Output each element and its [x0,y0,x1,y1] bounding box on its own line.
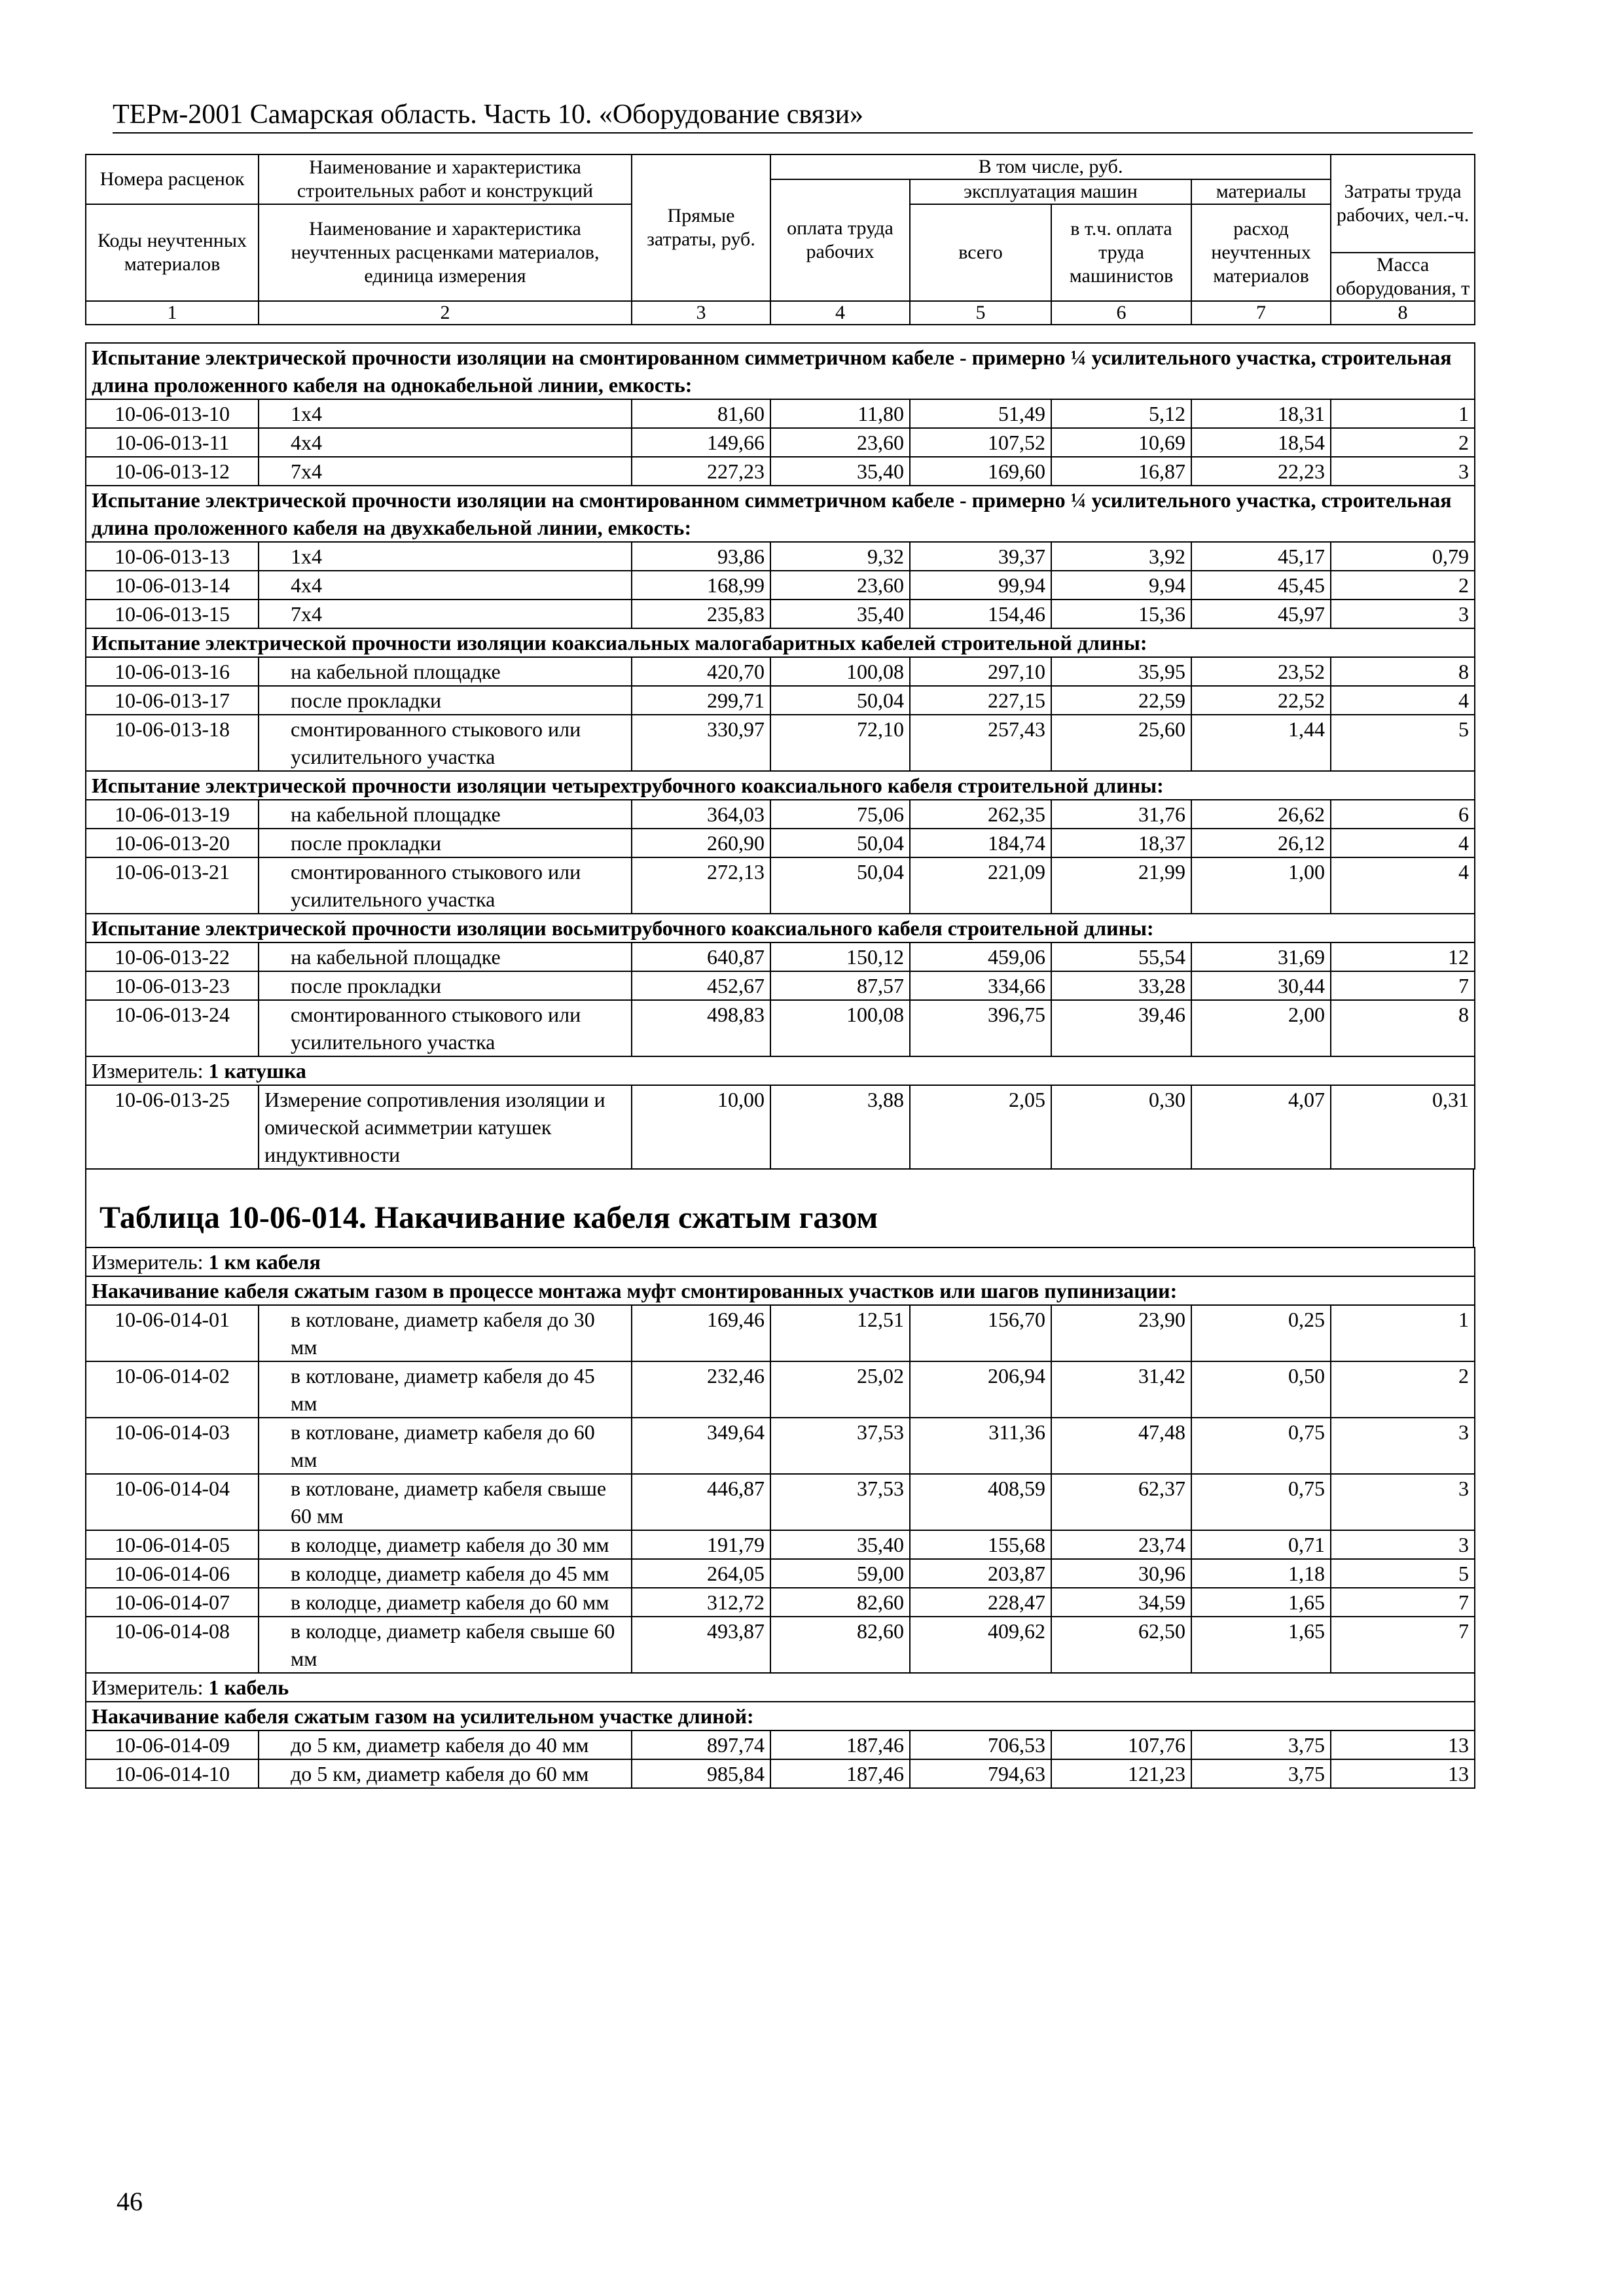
materials: 3,75 [1191,1759,1331,1788]
rate-code: 10-06-013-20 [86,829,259,857]
col-num: 7 [1191,301,1331,325]
machines-total: 169,60 [910,457,1051,486]
unit-measure [86,1673,1475,1702]
machinists-pay: 23,90 [1051,1305,1191,1361]
unit-label: Измеритель: [92,1250,204,1274]
col-num: 1 [86,301,259,325]
rate-code: 10-06-014-10 [86,1759,259,1788]
direct-costs: 446,87 [632,1474,770,1530]
direct-costs: 191,79 [632,1530,770,1559]
labor-pay: 87,57 [770,971,910,1000]
machines-total: 706,53 [910,1731,1051,1759]
labor-pay: 35,40 [770,457,910,486]
rate-code: 10-06-014-05 [86,1530,259,1559]
rate-name: 7х4 [259,600,632,628]
rate-name: до 5 км, диаметр кабеля до 40 мм [259,1731,632,1759]
labor-pay: 50,04 [770,829,910,857]
table-row [86,457,1475,486]
rate-code: 10-06-013-21 [86,857,259,914]
unit-label: Измеритель: [92,1676,204,1699]
rate-name: после прокладки [259,829,632,857]
section-heading: Испытание электрической прочности изоляции восьмитрубочного коаксиального кабеля строительной длины: [86,914,1475,942]
materials: 0,71 [1191,1530,1331,1559]
direct-costs: 169,46 [632,1305,770,1361]
rate-name: в котловане, диаметр кабеля до 45 мм [259,1361,632,1418]
direct-costs: 93,86 [632,542,770,571]
col-labor-pay-header: оплата труда рабочих [770,179,910,301]
unit-value: 1 кабель [208,1676,289,1699]
machinists-pay: 0,30 [1051,1085,1191,1169]
labor-pay: 50,04 [770,857,910,914]
table-row [86,971,1475,1000]
machines-total: 311,36 [910,1418,1051,1474]
labor-cost: 13 [1331,1759,1475,1788]
col-machines-header: эксплуатация машин [910,179,1191,204]
col-num: 2 [259,301,632,325]
rate-name: в колодце, диаметр кабеля до 60 мм [259,1588,632,1617]
rate-name: после прокладки [259,971,632,1000]
col-materials-header: материалы [1191,179,1331,204]
col-num: 3 [632,301,770,325]
rate-name: Измерение сопротивления изоляции и омической асимметрии катушек индуктивности [259,1085,632,1169]
rate-code: 10-06-013-11 [86,428,259,457]
labor-pay: 35,40 [770,1530,910,1559]
table-row [86,1588,1475,1617]
machinists-pay: 3,92 [1051,542,1191,571]
col-num: 8 [1331,301,1475,325]
direct-costs: 312,72 [632,1588,770,1617]
col-number-header: Номера расценок [86,154,259,204]
direct-costs: 493,87 [632,1617,770,1673]
labor-cost: 4 [1331,686,1475,715]
direct-costs: 272,13 [632,857,770,914]
labor-pay: 37,53 [770,1474,910,1530]
machinists-pay: 16,87 [1051,457,1191,486]
materials: 31,69 [1191,942,1331,971]
table-row [86,1305,1475,1361]
labor-cost: 8 [1331,1000,1475,1056]
labor-cost: 3 [1331,457,1475,486]
labor-cost: 2 [1331,571,1475,600]
labor-cost: 0,79 [1331,542,1475,571]
labor-pay: 23,60 [770,571,910,600]
machines-total: 156,70 [910,1305,1051,1361]
section-heading: Накачивание кабеля сжатым газом на усилительном участке длиной: [86,1702,1475,1731]
section-heading: Накачивание кабеля сжатым газом в процессе монтажа муфт смонтированных участков или шагов пупинизации: [86,1276,1475,1305]
materials: 30,44 [1191,971,1331,1000]
machines-total: 227,15 [910,686,1051,715]
col-machines-total-header: всего [910,204,1051,301]
materials: 0,25 [1191,1305,1331,1361]
direct-costs: 168,99 [632,571,770,600]
machinists-pay: 107,76 [1051,1731,1191,1759]
machinists-pay: 34,59 [1051,1588,1191,1617]
rate-code: 10-06-013-22 [86,942,259,971]
labor-cost: 2 [1331,428,1475,457]
labor-pay: 25,02 [770,1361,910,1418]
machinists-pay: 31,42 [1051,1361,1191,1418]
machines-total: 257,43 [910,715,1051,771]
labor-pay: 11,80 [770,399,910,428]
machinists-pay: 35,95 [1051,657,1191,686]
machinists-pay: 10,69 [1051,428,1191,457]
labor-pay: 187,46 [770,1759,910,1788]
materials: 3,75 [1191,1731,1331,1759]
col-labor-cost-header: Затраты труда рабочих, чел.-ч. [1331,154,1475,253]
machines-total: 334,66 [910,971,1051,1000]
machines-total: 459,06 [910,942,1051,971]
table-row [86,542,1475,571]
section-heading: Испытание электрической прочности изоляции четырехтрубочного коаксиального кабеля строительной длины: [86,771,1475,800]
col-name-header: Наименование и характеристика строительных работ и конструкций [259,154,632,204]
rate-code: 10-06-013-12 [86,457,259,486]
labor-pay: 100,08 [770,1000,910,1056]
rate-code: 10-06-013-25 [86,1085,259,1169]
rate-name: в колодце, диаметр кабеля до 45 мм [259,1559,632,1588]
machines-total: 184,74 [910,829,1051,857]
table-row [86,1731,1475,1759]
machines-total: 99,94 [910,571,1051,600]
table-row [86,1000,1475,1056]
labor-cost: 4 [1331,857,1475,914]
direct-costs: 330,97 [632,715,770,771]
labor-pay: 9,32 [770,542,910,571]
rates-table-013 [85,342,1475,1170]
machines-total: 155,68 [910,1530,1051,1559]
rate-code: 10-06-013-10 [86,399,259,428]
rate-name: 1х4 [259,399,632,428]
labor-cost: 12 [1331,942,1475,971]
labor-pay: 187,46 [770,1731,910,1759]
direct-costs: 349,64 [632,1418,770,1474]
machinists-pay: 5,12 [1051,399,1191,428]
machines-total: 408,59 [910,1474,1051,1530]
machines-total: 154,46 [910,600,1051,628]
rate-code: 10-06-013-19 [86,800,259,829]
materials: 26,12 [1191,829,1331,857]
labor-cost: 1 [1331,1305,1475,1361]
direct-costs: 897,74 [632,1731,770,1759]
direct-costs: 235,83 [632,600,770,628]
machinists-pay: 39,46 [1051,1000,1191,1056]
rate-code: 10-06-014-09 [86,1731,259,1759]
machines-total: 221,09 [910,857,1051,914]
machines-total: 396,75 [910,1000,1051,1056]
rate-name: в колодце, диаметр кабеля свыше 60 мм [259,1617,632,1673]
section-heading: Испытание электрической прочности изоляции на смонтированном симметричном кабеле - примерно ¼ усилительного участка, строительная длина проложенного кабеля на двухкабельной линии, емкость: [86,486,1475,542]
table-row [86,1418,1475,1474]
rate-name: 4х4 [259,428,632,457]
machines-total: 297,10 [910,657,1051,686]
table-row [86,657,1475,686]
materials: 0,75 [1191,1474,1331,1530]
rate-name: на кабельной площадке [259,657,632,686]
machines-total: 107,52 [910,428,1051,457]
materials: 45,45 [1191,571,1331,600]
direct-costs: 452,67 [632,971,770,1000]
machines-total: 228,47 [910,1588,1051,1617]
machinists-pay: 22,59 [1051,686,1191,715]
materials: 1,44 [1191,715,1331,771]
rate-code: 10-06-014-02 [86,1361,259,1418]
machinists-pay: 15,36 [1051,600,1191,628]
labor-pay: 37,53 [770,1418,910,1474]
labor-cost: 2 [1331,1361,1475,1418]
table-row [86,857,1475,914]
labor-cost: 4 [1331,829,1475,857]
direct-costs: 985,84 [632,1759,770,1788]
rate-name: 4х4 [259,571,632,600]
materials: 1,65 [1191,1617,1331,1673]
rate-code: 10-06-013-18 [86,715,259,771]
machinists-pay: 55,54 [1051,942,1191,971]
direct-costs: 264,05 [632,1559,770,1588]
materials: 23,52 [1191,657,1331,686]
labor-cost: 7 [1331,1617,1475,1673]
labor-cost: 5 [1331,715,1475,771]
rate-code: 10-06-014-08 [86,1617,259,1673]
table-row [86,715,1475,771]
unit-label: Измеритель: [92,1059,204,1083]
col-num: 5 [910,301,1051,325]
machines-total: 206,94 [910,1361,1051,1418]
labor-cost: 3 [1331,1418,1475,1474]
unit-measure [86,1056,1475,1085]
table-row [86,1617,1475,1673]
section-heading: Испытание электрической прочности изоляции на смонтированном симметричном кабеле - примерно ¼ усилительного участка, строительная длина проложенного кабеля на однокабельной линии, емкость: [86,343,1475,399]
direct-costs: 149,66 [632,428,770,457]
unit-value: 1 катушка [208,1059,306,1083]
rate-name: в колодце, диаметр кабеля до 30 мм [259,1530,632,1559]
rate-code: 10-06-014-07 [86,1588,259,1617]
labor-pay: 82,60 [770,1588,910,1617]
machinists-pay: 30,96 [1051,1559,1191,1588]
rate-code: 10-06-014-03 [86,1418,259,1474]
machines-total: 794,63 [910,1759,1051,1788]
rate-code: 10-06-013-24 [86,1000,259,1056]
labor-cost: 3 [1331,1530,1475,1559]
machinists-pay: 25,60 [1051,715,1191,771]
labor-pay: 3,88 [770,1085,910,1169]
table-row [86,399,1475,428]
labor-pay: 100,08 [770,657,910,686]
rate-code: 10-06-013-16 [86,657,259,686]
col-including-header: В том числе, руб. [770,154,1331,179]
materials: 22,52 [1191,686,1331,715]
machines-total: 39,37 [910,542,1051,571]
table-header [85,154,1475,325]
col-equipment-mass-header: Масса оборудования, т [1331,253,1475,301]
machinists-pay: 31,76 [1051,800,1191,829]
direct-costs: 420,70 [632,657,770,686]
materials: 45,17 [1191,542,1331,571]
labor-pay: 72,10 [770,715,910,771]
rate-code: 10-06-014-04 [86,1474,259,1530]
materials: 18,31 [1191,399,1331,428]
col-num: 6 [1051,301,1191,325]
materials: 0,50 [1191,1361,1331,1418]
labor-cost: 1 [1331,399,1475,428]
table-row [86,1361,1475,1418]
materials: 22,23 [1191,457,1331,486]
table-row [86,1530,1475,1559]
table-row [86,942,1475,971]
col-codes-header: Коды неучтенных материалов [86,204,259,301]
machines-total: 51,49 [910,399,1051,428]
materials: 18,54 [1191,428,1331,457]
labor-pay: 50,04 [770,686,910,715]
rate-name: в котловане, диаметр кабеля свыше 60 мм [259,1474,632,1530]
section-heading: Испытание электрической прочности изоляции коаксиальных малогабаритных кабелей строительной длины: [86,628,1475,657]
materials: 4,07 [1191,1085,1331,1169]
col-machinists-pay-header: в т.ч. оплата труда машинистов [1051,204,1191,301]
header-title: ТЕРм-2001 Самарская область. Часть 10. «Оборудование связи» [113,99,864,130]
rates-table-014 [85,1247,1475,1789]
direct-costs: 364,03 [632,800,770,829]
rate-name: смонтированного стыкового или усилительного участка [259,715,632,771]
rate-name: смонтированного стыкового или усилительного участка [259,1000,632,1056]
table-row [86,1759,1475,1788]
page-number: 46 [117,2187,143,2216]
machinists-pay: 9,94 [1051,571,1191,600]
rate-code: 10-06-013-14 [86,571,259,600]
table-row [86,829,1475,857]
rate-code: 10-06-013-23 [86,971,259,1000]
table-row [86,1474,1475,1530]
labor-pay: 150,12 [770,942,910,971]
col-num: 4 [770,301,910,325]
labor-cost: 3 [1331,1474,1475,1530]
labor-cost: 3 [1331,600,1475,628]
col-direct-costs-header: Прямые затраты, руб. [632,154,770,301]
rate-code: 10-06-013-15 [86,600,259,628]
labor-cost: 7 [1331,971,1475,1000]
direct-costs: 232,46 [632,1361,770,1418]
rate-name: на кабельной площадке [259,800,632,829]
labor-cost: 8 [1331,657,1475,686]
table-row [86,1559,1475,1588]
materials: 45,97 [1191,600,1331,628]
rate-name: в котловане, диаметр кабеля до 30 мм [259,1305,632,1361]
machinists-pay: 21,99 [1051,857,1191,914]
unit-measure [86,1247,1475,1276]
machines-total: 203,87 [910,1559,1051,1588]
machinists-pay: 62,50 [1051,1617,1191,1673]
table-row [86,800,1475,829]
direct-costs: 640,87 [632,942,770,971]
rate-code: 10-06-014-01 [86,1305,259,1361]
rate-name: после прокладки [259,686,632,715]
table-row [86,1085,1475,1169]
labor-cost: 13 [1331,1731,1475,1759]
unit-value: 1 км кабеля [208,1250,321,1274]
rate-code: 10-06-013-13 [86,542,259,571]
labor-cost: 5 [1331,1559,1475,1588]
rate-name: 1х4 [259,542,632,571]
labor-cost: 0,31 [1331,1085,1475,1169]
labor-pay: 75,06 [770,800,910,829]
machinists-pay: 47,48 [1051,1418,1191,1474]
machinists-pay: 33,28 [1051,971,1191,1000]
materials: 1,65 [1191,1588,1331,1617]
col-materials-name-header: Наименование и характеристика неучтенных расценками материалов, единица измерения [259,204,632,301]
rate-code: 10-06-014-06 [86,1559,259,1588]
rate-name: 7х4 [259,457,632,486]
table-row [86,571,1475,600]
rate-name: на кабельной площадке [259,942,632,971]
direct-costs: 498,83 [632,1000,770,1056]
materials: 26,62 [1191,800,1331,829]
table-row [86,428,1475,457]
page-header [113,98,1473,134]
machinists-pay: 62,37 [1051,1474,1191,1530]
labor-pay: 82,60 [770,1617,910,1673]
machines-total: 2,05 [910,1085,1051,1169]
labor-cost: 7 [1331,1588,1475,1617]
table-row [86,686,1475,715]
direct-costs: 10,00 [632,1085,770,1169]
table-row [86,600,1475,628]
direct-costs: 299,71 [632,686,770,715]
table-title: Таблица 10-06-014. Накачивание кабеля сжатым газом [99,1200,878,1235]
direct-costs: 81,60 [632,399,770,428]
direct-costs: 227,23 [632,457,770,486]
rate-name: до 5 км, диаметр кабеля до 60 мм [259,1759,632,1788]
labor-pay: 35,40 [770,600,910,628]
labor-cost: 6 [1331,800,1475,829]
rate-code: 10-06-013-17 [86,686,259,715]
labor-pay: 23,60 [770,428,910,457]
machinists-pay: 121,23 [1051,1759,1191,1788]
machines-total: 409,62 [910,1617,1051,1673]
machinists-pay: 23,74 [1051,1530,1191,1559]
rate-name: в котловане, диаметр кабеля до 60 мм [259,1418,632,1474]
materials: 1,18 [1191,1559,1331,1588]
labor-pay: 12,51 [770,1305,910,1361]
labor-pay: 59,00 [770,1559,910,1588]
direct-costs: 260,90 [632,829,770,857]
materials: 2,00 [1191,1000,1331,1056]
machinists-pay: 18,37 [1051,829,1191,857]
rate-name: смонтированного стыкового или усилительного участка [259,857,632,914]
col-materials-consumption-header: расход неучтенных материалов [1191,204,1331,301]
materials: 0,75 [1191,1418,1331,1474]
machines-total: 262,35 [910,800,1051,829]
materials: 1,00 [1191,857,1331,914]
